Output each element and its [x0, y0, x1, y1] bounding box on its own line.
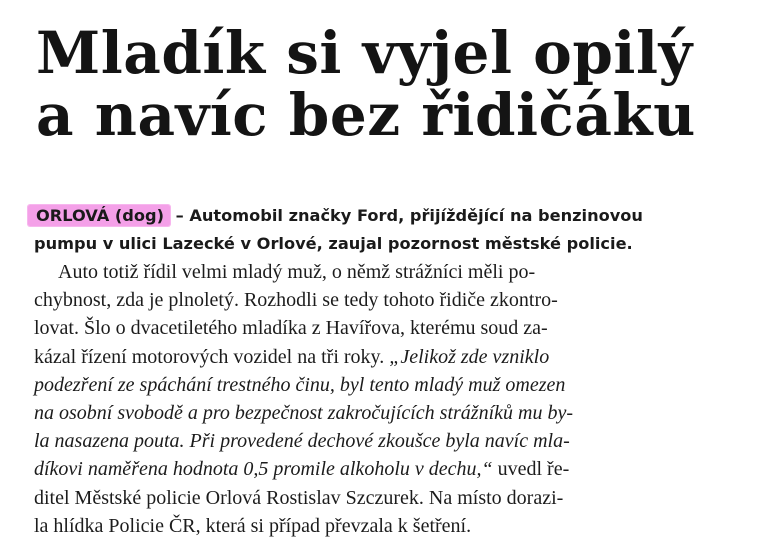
- body-line-3: lovat. Šlo o dvacetiletého mladíka z Havířova, kterému soud za-: [34, 317, 548, 340]
- article-lead: [34, 202, 756, 258]
- body-line-4: [34, 343, 756, 371]
- body-line-1: Auto totiž řídil velmi mladý muž, o němž strážníci měli po-: [58, 261, 536, 283]
- body-line-6: na osobní svobodě a pro bezpečnost zakročujících strážníků mu by-: [34, 402, 573, 425]
- dateline-highlighted: ORLOVÁ (dog): [28, 205, 170, 226]
- lead-line-1: [34, 202, 756, 230]
- body-line-10: la hlídka Policie ČR, která si případ převzala k šetření.: [34, 514, 472, 537]
- quote-start: „Jelikož zde vzniklo: [389, 345, 550, 368]
- article-headline: [36, 19, 756, 149]
- body-line-9: ditel Městské policie Orlová Rostislav Szczurek. Na místo dorazi-: [34, 486, 564, 509]
- body-line-8: [34, 455, 756, 483]
- lead-text-1: – Automobil značky Ford, přijíždějící na benzinovou: [169, 206, 643, 225]
- headline-line-1: Mladík si vyjel opilý: [36, 19, 693, 87]
- headline-line-2: a navíc bez řidičáku: [36, 81, 696, 149]
- body-line-8-text: uvedl ře-: [492, 458, 570, 481]
- article-body: [34, 258, 756, 540]
- body-line-5: podezření ze spáchání trestného činu, byl tento mladý muž omezen: [34, 373, 566, 396]
- body-line-7: la nasazena pouta. Při provedené dechové zkoušce byla navíc mla-: [34, 430, 570, 453]
- lead-line-2: pumpu v ulici Lazecké v Orlové, zaujal pozornost městské policie.: [34, 234, 633, 253]
- quote-end: díkovi naměřena hodnota 0,5 promile alkoholu v dechu,“: [34, 458, 493, 481]
- body-line-4-text: kázal řízení motorových vozidel na tři roky.: [34, 345, 390, 368]
- body-line-2: chybnost, zda je plnoletý. Rozhodli se tedy tohoto řidiče zkontro-: [34, 289, 558, 312]
